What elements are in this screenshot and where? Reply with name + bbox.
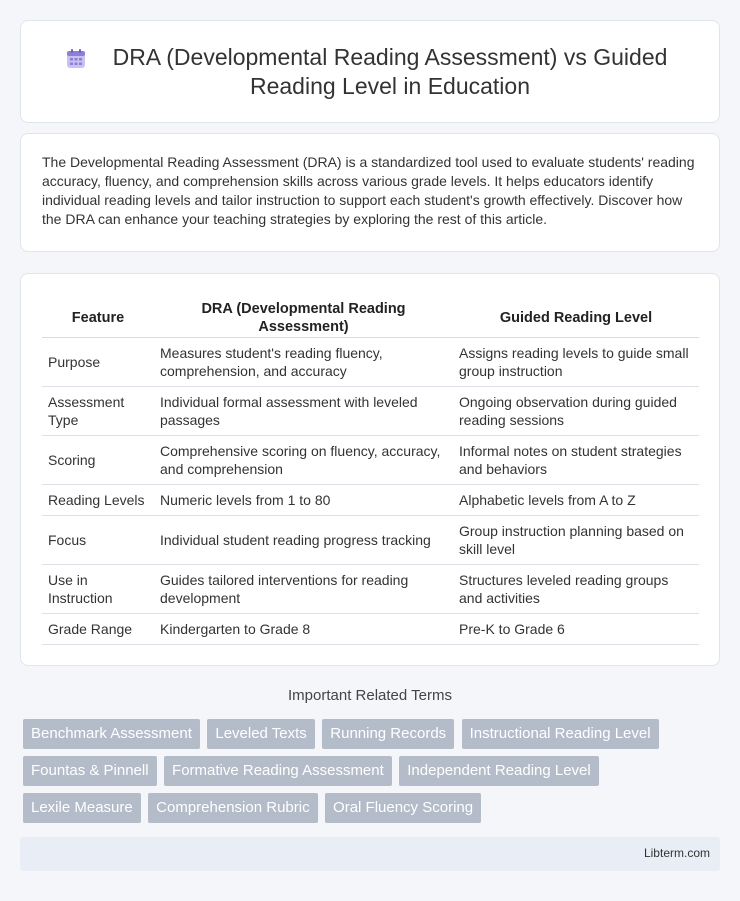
tag-row — [23, 756, 703, 793]
tag-lexile-measure[interactable]: Lexile Measure — [23, 793, 141, 823]
table-row — [42, 337, 699, 386]
table-header-row — [42, 296, 699, 337]
table-row — [42, 484, 699, 515]
table-row — [42, 613, 699, 644]
intro-paragraph: The Developmental Reading Assessment (DRA) is a standardized tool used to evaluate students' reading accuracy, fluency, and comprehension skills across various grade levels. It helps educators identify individual reading levels and tailor instruction to support each student's growth effectively. Discover how the DRA can enhance your teaching strategies by exploring the rest of this article. — [42, 154, 695, 227]
table-cell: Numeric levels from 1 to 80 — [154, 484, 453, 515]
tag-row — [23, 719, 703, 756]
related-terms-list — [23, 719, 703, 830]
tag-independent-reading-level[interactable]: Independent Reading Level — [399, 756, 599, 786]
table-cell: Comprehensive scoring on fluency, accuracy, and comprehension — [154, 435, 453, 484]
tag-oral-fluency-scoring[interactable]: Oral Fluency Scoring — [325, 793, 481, 823]
table-row — [42, 564, 699, 613]
table-cell: Individual student reading progress tracking — [154, 515, 453, 564]
column-header-guided: Guided Reading Level — [453, 296, 699, 337]
related-terms-heading: Important Related Terms — [288, 687, 452, 704]
table-cell: Assigns reading levels to guide small group instruction — [453, 337, 699, 386]
tag-running-records[interactable]: Running Records — [322, 719, 454, 749]
table-cell: Structures leveled reading groups and activities — [453, 564, 699, 613]
table-cell: Informal notes on student strategies and behaviors — [453, 435, 699, 484]
table-cell: Pre-K to Grade 6 — [453, 613, 699, 644]
table-cell: Group instruction planning based on skill level — [453, 515, 699, 564]
table-row — [42, 515, 699, 564]
tag-row — [23, 793, 703, 830]
tag-instructional-reading-level[interactable]: Instructional Reading Level — [462, 719, 659, 749]
table-row — [42, 386, 699, 435]
table-cell: Individual formal assessment with leveled passages — [154, 386, 453, 435]
page-title: DRA (Developmental Reading Assessment) vs Guided Reading Level in Education — [112, 44, 668, 99]
tag-comprehension-rubric[interactable]: Comprehension Rubric — [148, 793, 317, 823]
tag-formative-reading-assessment[interactable]: Formative Reading Assessment — [164, 756, 392, 786]
tag-fountas-pinnell[interactable]: Fountas & Pinnell — [23, 756, 157, 786]
comparison-table — [42, 296, 699, 645]
table-cell: Assessment Type — [42, 386, 154, 435]
tag-leveled-texts[interactable]: Leveled Texts — [207, 719, 314, 749]
intro-card — [20, 133, 720, 252]
table-cell: Purpose — [42, 337, 154, 386]
table-cell: Alphabetic levels from A to Z — [453, 484, 699, 515]
table-cell: Use in Instruction — [42, 564, 154, 613]
table-row — [42, 435, 699, 484]
column-header-dra: DRA (Developmental Reading Assessment) — [154, 296, 453, 337]
table-cell: Scoring — [42, 435, 154, 484]
table-cell: Guides tailored interventions for reading development — [154, 564, 453, 613]
footer — [20, 837, 720, 871]
comparison-card — [20, 273, 720, 666]
tag-benchmark-assessment[interactable]: Benchmark Assessment — [23, 719, 200, 749]
table-cell: Grade Range — [42, 613, 154, 644]
title-card — [20, 20, 720, 123]
table-cell: Measures student's reading fluency, comprehension, and accuracy — [154, 337, 453, 386]
column-header-feature: Feature — [42, 296, 154, 337]
table-cell: Ongoing observation during guided reading sessions — [453, 386, 699, 435]
table-cell: Kindergarten to Grade 8 — [154, 613, 453, 644]
footer-site-link[interactable]: Libterm.com — [643, 846, 710, 860]
table-cell: Reading Levels — [42, 484, 154, 515]
table-cell: Focus — [42, 515, 154, 564]
